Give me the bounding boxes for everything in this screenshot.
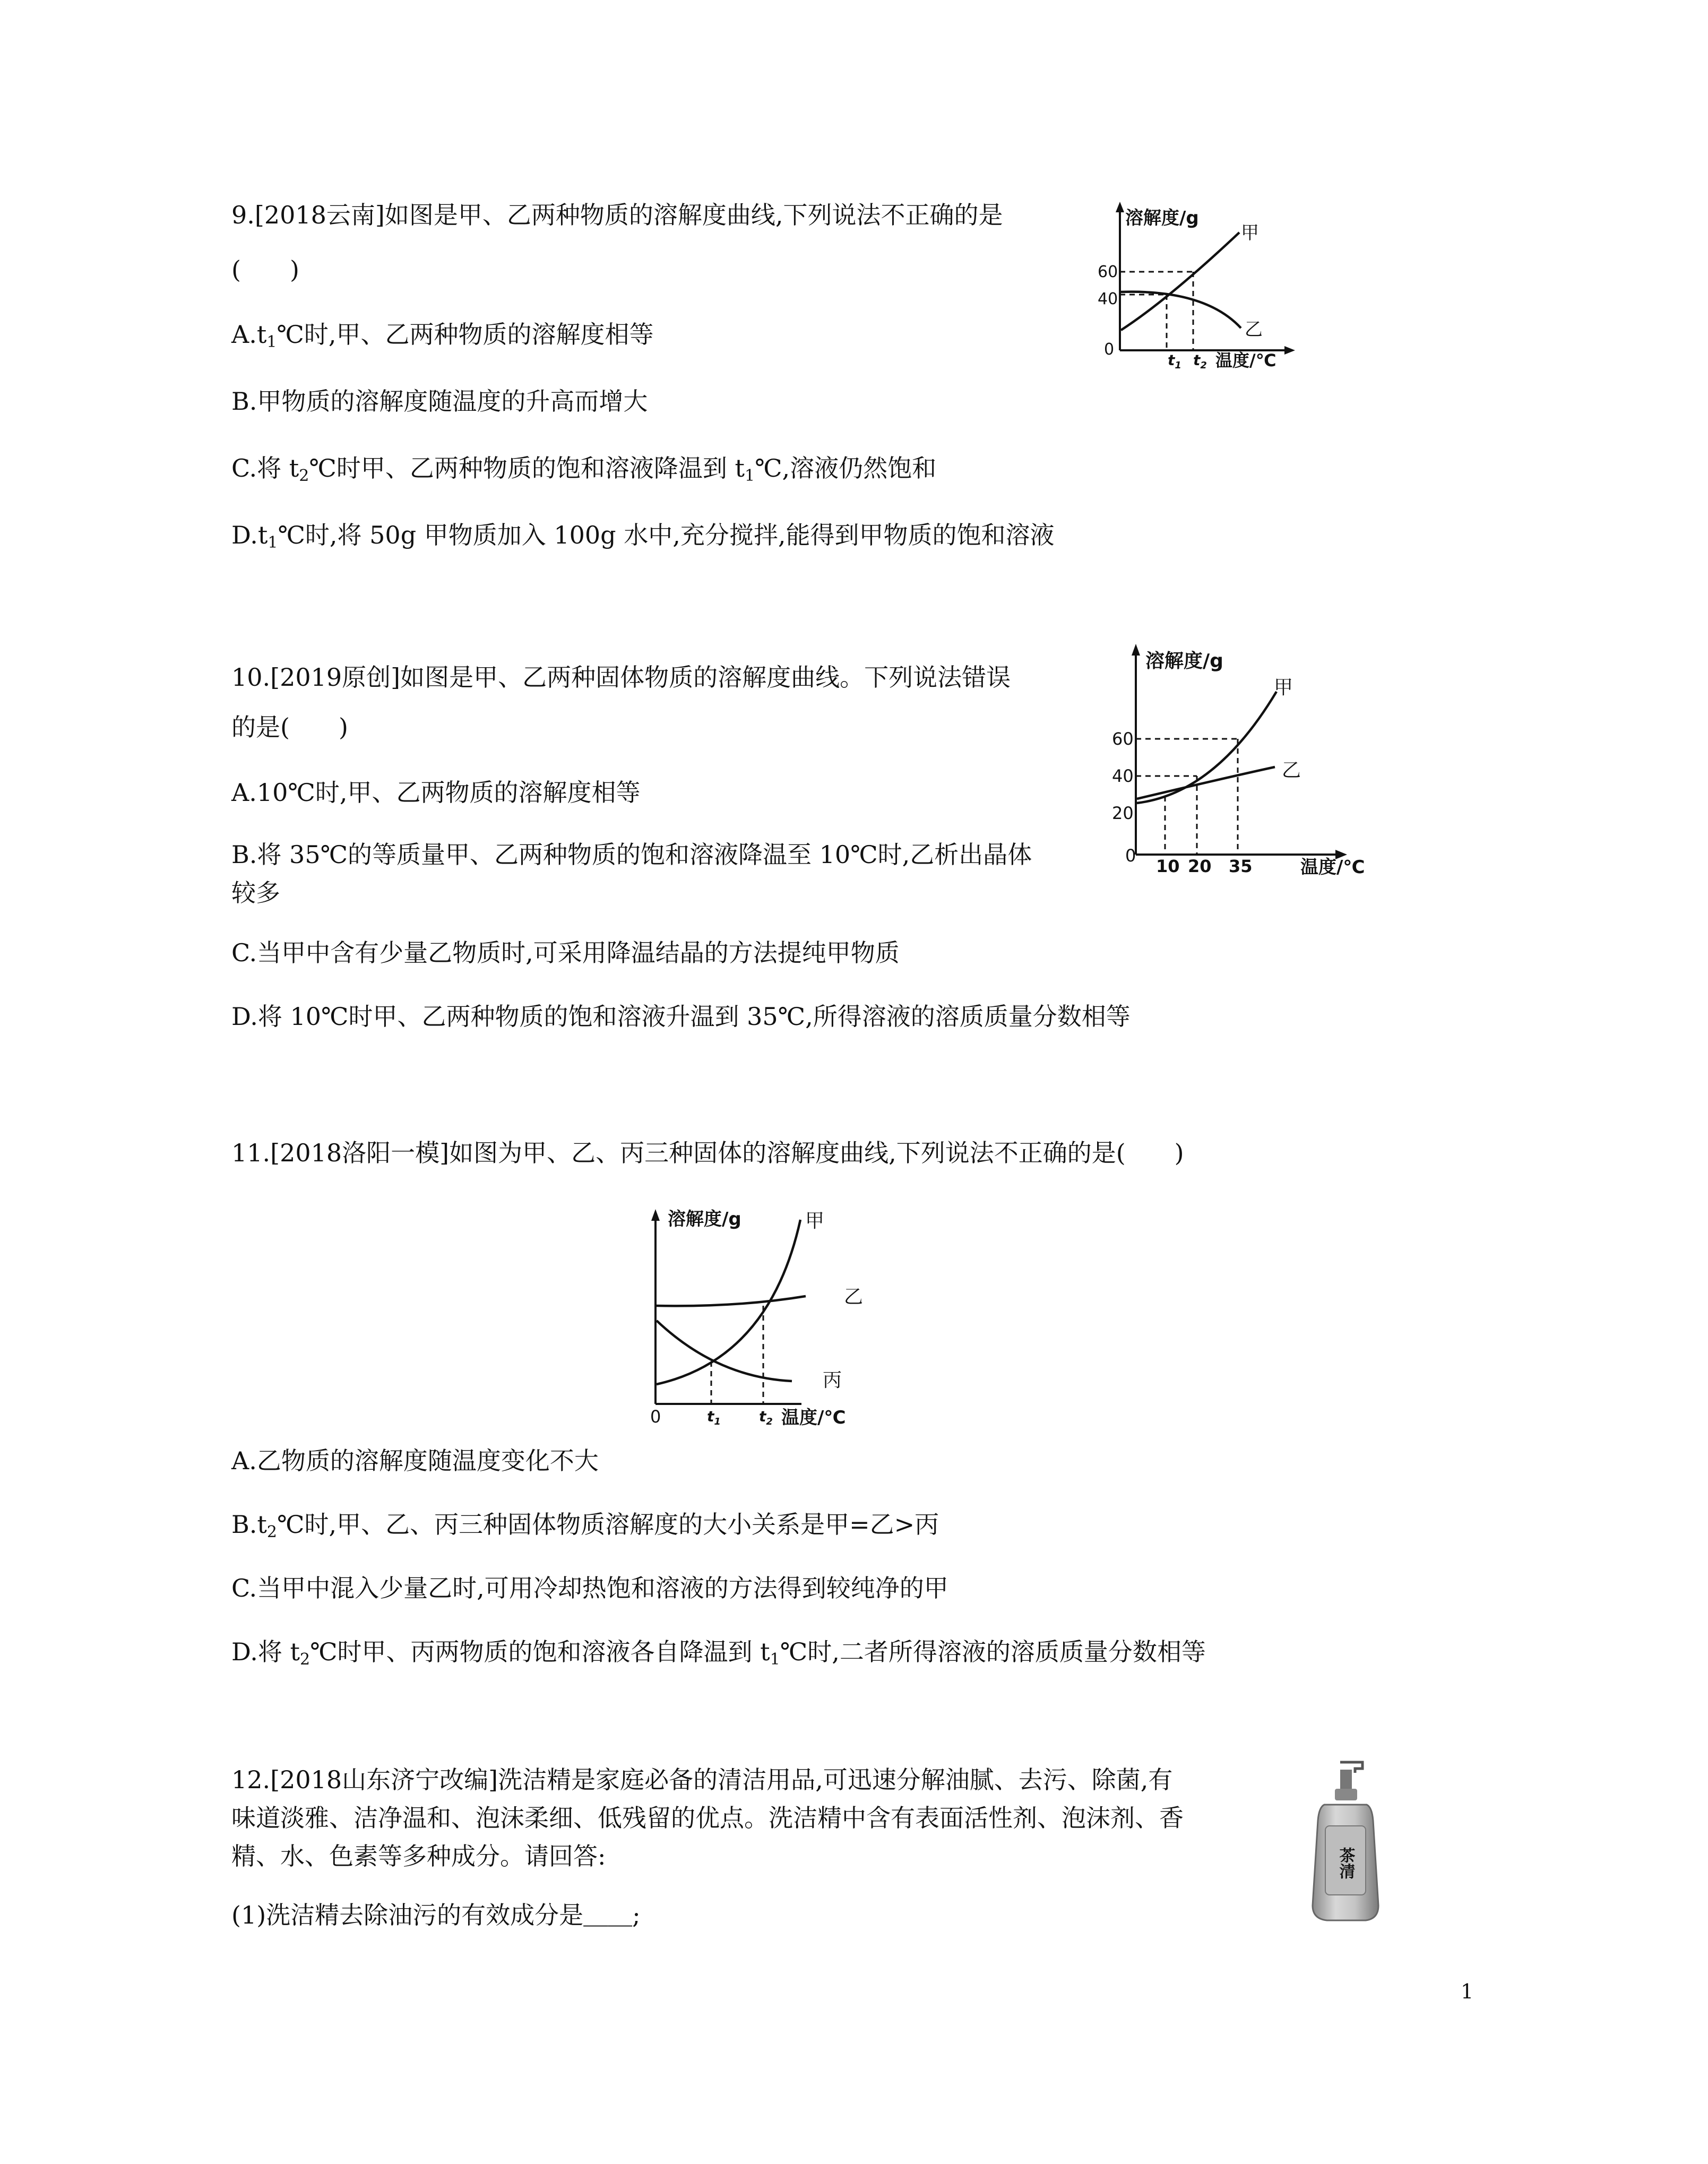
q9-option-d: $D.t_1℃$时,将 50g 甲物质加入 100g 水中,充分搅拌,能得到甲物质的饱和溶液: [231, 521, 1055, 552]
q10-xlabel: 温度/℃: [1300, 857, 1365, 878]
q10-label-yi: 乙: [1282, 760, 1301, 781]
q11-curve-yi: [657, 1296, 806, 1306]
q11-solubility-figure: [632, 1194, 886, 1438]
bottle-label-text: 茶清: [1336, 1847, 1355, 1879]
q9-xlabel: 温度/℃: [1215, 350, 1276, 370]
bottle-cap-icon: [1335, 1789, 1357, 1800]
q12-stem-line3: 精、水、色素等多种成分。请回答:: [231, 1842, 606, 1870]
q12-stem-line1: 12.[2018山东济宁改编]洗洁精是家庭必备的清洁用品,可迅速分解油腻、去污、除菌,有: [231, 1765, 1173, 1794]
q11-option-b: $B.t_2℃$时,甲、乙、丙三种固体物质溶解度的大小关系是甲=乙>丙: [231, 1510, 939, 1541]
q9-option-a: $A.t_1℃$时,甲、乙两种物质的溶解度相等: [231, 320, 654, 351]
detergent-bottle-image: [1303, 1757, 1388, 1927]
q10-ytick-60: 60: [1112, 729, 1134, 749]
q10-option-b-line2: 较多: [231, 878, 280, 907]
q10-option-b-line1: B.将 35℃的等质量甲、乙两种物质的饱和溶液降温至 10℃时,乙析出晶体: [231, 840, 1032, 869]
q9-answer-paren: ( ): [231, 255, 299, 284]
q10-option-c: C.当甲中含有少量乙物质时,可采用降温结晶的方法提纯甲物质: [231, 938, 900, 967]
q10-option-d: D.将 10℃时甲、乙两种物质的饱和溶液升温到 35℃,所得溶液的溶质质量分数相等: [231, 1002, 1131, 1031]
q9-ytick-60: 60: [1098, 263, 1118, 281]
q11-xtick-t2: $t_2$: [759, 1408, 773, 1427]
q10-xtick-10: 10: [1156, 856, 1180, 876]
q11-curve-jia: [657, 1220, 800, 1384]
q10-label-jia: 甲: [1274, 677, 1293, 699]
q9-xtick-t1: $t_1$: [1168, 351, 1181, 371]
q9-solubility-figure: [1083, 196, 1316, 377]
q11-label-jia: 甲: [805, 1210, 825, 1232]
q9-ylabel: 溶解度/g: [1125, 208, 1199, 229]
q9-y-arrow-icon: [1116, 202, 1124, 212]
q11-xtick-t1: $t_1$: [707, 1408, 721, 1427]
q11-option-c: C.当甲中混入少量乙时,可用冷却热饱和溶液的方法得到较纯净的甲: [231, 1574, 948, 1602]
q10-ytick-40: 40: [1112, 766, 1134, 786]
q11-stem: 11.[2018洛阳一模]如图为甲、乙、丙三种固体的溶解度曲线,下列说法不正确的是( ): [231, 1139, 1184, 1167]
q9-curve-jia: [1121, 232, 1239, 330]
q12-stem-line2: 味道淡雅、洁净温和、泡沫柔细、低残留的优点。洗洁精中含有表面活性剂、泡沫剂、香: [231, 1804, 1184, 1832]
q9-curve-yi: [1121, 292, 1241, 328]
q9-label-yi: 乙: [1245, 319, 1263, 340]
q11-label-bing: 丙: [823, 1369, 842, 1391]
q9-xtick-t2: $t_2$: [1193, 351, 1207, 371]
q10-option-a: A.10℃时,甲、乙两物质的溶解度相等: [231, 778, 641, 807]
q11-origin: 0: [650, 1407, 661, 1427]
q10-stem-line1: 10.[2019原创]如图是甲、乙两种固体物质的溶解度曲线。下列说法错误: [231, 663, 1011, 692]
q10-stem-line2: 的是( ): [231, 713, 348, 742]
q9-option-c: C.将 $t_2℃$时甲、乙两种物质的饱和溶液降温到 $t_1℃$,溶液仍然饱和: [231, 454, 937, 485]
q9-label-jia: 甲: [1241, 222, 1259, 244]
q11-curve-bing: [657, 1321, 792, 1381]
q10-y-arrow-icon: [1132, 644, 1140, 656]
q9-x-arrow-icon: [1284, 346, 1295, 355]
q12-subquestion-1: (1)洗洁精去除油污的有效成分是＿＿;: [231, 1901, 641, 1929]
q11-xlabel: 温度/℃: [781, 1407, 846, 1428]
q9-origin: 0: [1104, 340, 1115, 359]
q11-y-arrow-icon: [651, 1209, 660, 1221]
q11-option-d: D.将 $t_2℃$时甲、丙两物质的饱和溶液各自降温到 $t_1℃$时,二者所得溶液的溶质质量分数相等: [231, 1637, 1206, 1669]
page-number: 1: [1461, 1980, 1474, 2003]
q10-xtick-35: 35: [1229, 856, 1253, 876]
q10-xtick-20: 20: [1188, 856, 1212, 876]
q10-solubility-figure: [1088, 634, 1385, 889]
q9-stem: 9.[2018云南]如图是甲、乙两种物质的溶解度曲线,下列说法不正确的是: [231, 201, 1003, 229]
q11-ylabel: 溶解度/g: [668, 1209, 741, 1230]
q10-curve-jia: [1137, 692, 1276, 803]
pump-neck-icon: [1340, 1770, 1352, 1791]
q10-ytick-20: 20: [1112, 803, 1134, 823]
q10-ylabel: 溶解度/g: [1145, 650, 1223, 672]
q9-option-b: B.甲物质的溶解度随温度的升高而增大: [231, 387, 648, 416]
q11-label-yi: 乙: [844, 1286, 864, 1308]
q9-ytick-40: 40: [1098, 290, 1118, 308]
q10-curve-yi: [1137, 767, 1275, 799]
q10-origin: 0: [1125, 846, 1136, 866]
q11-option-a: A.乙物质的溶解度随温度变化不大: [231, 1446, 599, 1475]
